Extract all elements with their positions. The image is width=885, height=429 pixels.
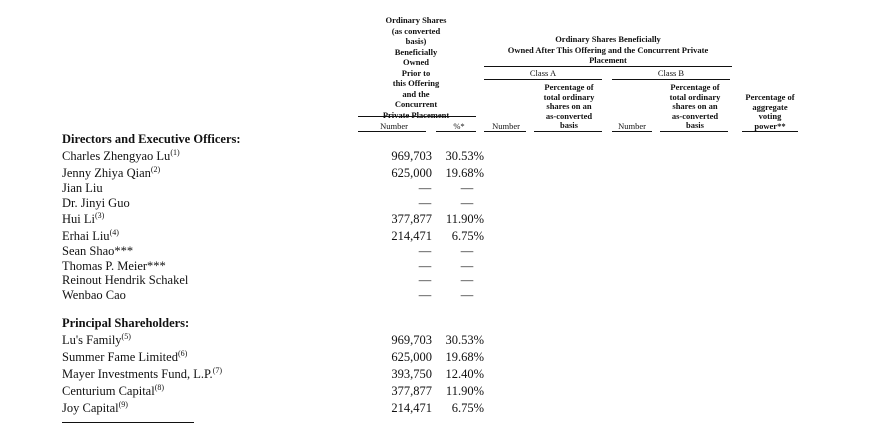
footnote-ref: (7) <box>212 366 223 375</box>
holder-name: Summer Fame Limited <box>62 350 178 364</box>
shares-percent: — <box>460 259 474 273</box>
row-name <box>62 149 180 164</box>
class-b-label: Class B <box>657 68 685 78</box>
row-name <box>62 288 126 303</box>
holder-name: Wenbao Cao <box>62 288 126 302</box>
holder-name: Joy Capital <box>62 401 119 415</box>
holder-name: Jian Liu <box>62 181 103 195</box>
holder-name: Dr. Jinyi Guo <box>62 196 130 210</box>
table-row <box>0 196 885 211</box>
row-name <box>62 244 133 259</box>
shares-number: — <box>418 244 432 258</box>
shares-percent: 6.75% <box>451 229 484 243</box>
shares-percent: 6.75% <box>451 401 484 415</box>
footnote-ref: (8) <box>154 383 165 392</box>
col-number-class-b: Number <box>618 121 646 131</box>
shares-number: — <box>418 273 432 287</box>
row-name <box>62 350 187 365</box>
table-row <box>0 350 885 367</box>
shares-number: 393,750 <box>391 367 432 381</box>
aggregate-voting-header <box>738 93 802 131</box>
shares-number: 214,471 <box>391 229 432 243</box>
footnote-separator <box>62 422 194 423</box>
row-name <box>62 196 130 211</box>
holder-name: Charles Zhengyao Lu <box>62 149 171 163</box>
row-name <box>62 166 160 181</box>
table-row <box>0 149 885 166</box>
header-line: Private Placement <box>382 109 450 120</box>
shares-number: 377,877 <box>391 212 432 226</box>
shares-number: — <box>418 259 432 273</box>
shares-number: 969,703 <box>391 149 432 163</box>
table-row <box>0 212 885 229</box>
header-line: total ordinary <box>669 91 721 102</box>
holder-name: Mayer Investments Fund, L.P. <box>62 367 213 381</box>
table-row <box>0 288 885 303</box>
class-a-percentage-header <box>532 83 606 131</box>
footnote-ref: (4) <box>109 228 119 237</box>
footnote-ref: (6) <box>177 349 188 358</box>
header-line: basis <box>686 120 704 130</box>
shares-percent: 19.68% <box>445 166 484 180</box>
holder-name: Sean Shao*** <box>62 244 134 258</box>
header-line: as-converted <box>545 110 593 121</box>
shares-number: 377,877 <box>391 384 432 398</box>
holder-name: Erhai Liu <box>62 229 110 243</box>
header-line: as-converted <box>671 110 719 121</box>
shares-percent: 12.40% <box>445 367 484 381</box>
aggregate-voting-rule <box>742 131 798 132</box>
section-title-principal: Principal Shareholders: <box>62 316 190 330</box>
table-row <box>0 273 885 288</box>
shares-percent: — <box>460 244 474 258</box>
header-line: Ordinary Shares <box>385 15 447 25</box>
header-line: power** <box>754 120 786 131</box>
header-line: Concurrent <box>394 99 438 109</box>
class-a-label: Class A <box>529 68 557 78</box>
shares-percent: — <box>460 181 474 195</box>
header-line: Percentage of <box>670 82 720 92</box>
after-group-rule <box>484 66 732 67</box>
header-line: Beneficially <box>394 46 438 57</box>
shares-percent: 30.53% <box>445 149 484 163</box>
header-prior-group <box>356 15 476 120</box>
class-b-rule <box>612 79 730 80</box>
shares-number: 969,703 <box>391 333 432 347</box>
shares-number: 214,471 <box>391 401 432 415</box>
shares-number: — <box>418 181 432 195</box>
table-row <box>0 384 885 401</box>
footnote-ref: (5) <box>121 332 131 341</box>
row-name <box>62 212 104 227</box>
shares-percent: — <box>460 196 474 210</box>
shares-number: 625,000 <box>391 350 432 364</box>
col-number-class-b-rule <box>612 131 652 132</box>
holder-name: Thomas P. Meier*** <box>62 259 166 273</box>
shares-number: — <box>418 196 432 210</box>
shares-percent: 30.53% <box>445 333 484 347</box>
header-line: Ordinary Shares Beneficially <box>555 34 661 44</box>
shares-number: — <box>418 288 432 302</box>
col-percent-prior-rule <box>436 131 476 132</box>
class-a-percentage-rule <box>534 131 602 132</box>
header-line: Owned <box>403 57 429 67</box>
holder-name: Jenny Zhiya Qian <box>62 166 151 180</box>
header-line: Owned After This Offering and the Concurrent Private <box>507 44 709 55</box>
col-number-class-a: Number <box>492 121 520 131</box>
header-line: Percentage of <box>745 92 795 102</box>
table-row <box>0 401 885 418</box>
class-b-percentage-header <box>658 83 732 131</box>
table-row <box>0 259 885 274</box>
prior-group-rule <box>358 116 476 117</box>
row-name <box>62 367 222 382</box>
header-line: basis) <box>405 36 427 46</box>
header-line: (as converted <box>391 25 441 36</box>
class-b-percentage-rule <box>660 131 728 132</box>
section-title-directors: Directors and Executive Officers: <box>62 132 241 146</box>
row-name <box>62 401 128 416</box>
holder-name: Reinout Hendrik Schakel <box>62 273 189 287</box>
shares-percent: 19.68% <box>445 350 484 364</box>
header-line: voting <box>758 111 782 121</box>
header-line: aggregate <box>752 101 788 112</box>
row-name <box>62 384 164 399</box>
row-name <box>62 181 103 196</box>
header-line: Prior to <box>401 67 431 78</box>
header-line: Placement <box>589 55 627 65</box>
holder-name: Hui Li <box>62 212 95 226</box>
header-line: shares on an <box>672 101 718 111</box>
footnote-ref: (3) <box>94 211 105 220</box>
holder-name: Lu's Family <box>62 333 122 347</box>
footnote-ref: (1) <box>170 148 180 157</box>
col-number-class-a-rule <box>484 131 526 132</box>
row-name <box>62 229 119 244</box>
header-line: this Offering <box>392 78 440 88</box>
header-line: and the <box>402 88 430 99</box>
col-percent-prior: %* <box>453 121 465 131</box>
col-number-prior-rule <box>358 131 426 132</box>
table-row <box>0 244 885 259</box>
row-name <box>62 273 188 288</box>
shares-number: 625,000 <box>391 166 432 180</box>
shares-percent: 11.90% <box>445 384 484 398</box>
header-after-group <box>484 34 732 66</box>
table-row <box>0 333 885 350</box>
table-row <box>0 181 885 196</box>
row-name <box>62 333 131 348</box>
table-row <box>0 367 885 384</box>
holder-name: Centurium Capital <box>62 384 155 398</box>
header-line: shares on an <box>546 101 592 111</box>
shares-percent: — <box>460 288 474 302</box>
header-line: basis <box>560 120 578 130</box>
footnote-ref: (2) <box>150 165 161 174</box>
shares-percent: 11.90% <box>445 212 484 226</box>
class-a-rule <box>484 79 602 80</box>
col-number-prior: Number <box>380 121 408 131</box>
row-name <box>62 259 166 274</box>
footnote-ref: (9) <box>118 400 128 409</box>
header-line: Percentage of <box>544 82 594 92</box>
shares-percent: — <box>460 273 474 287</box>
header-line: total ordinary <box>543 91 595 102</box>
